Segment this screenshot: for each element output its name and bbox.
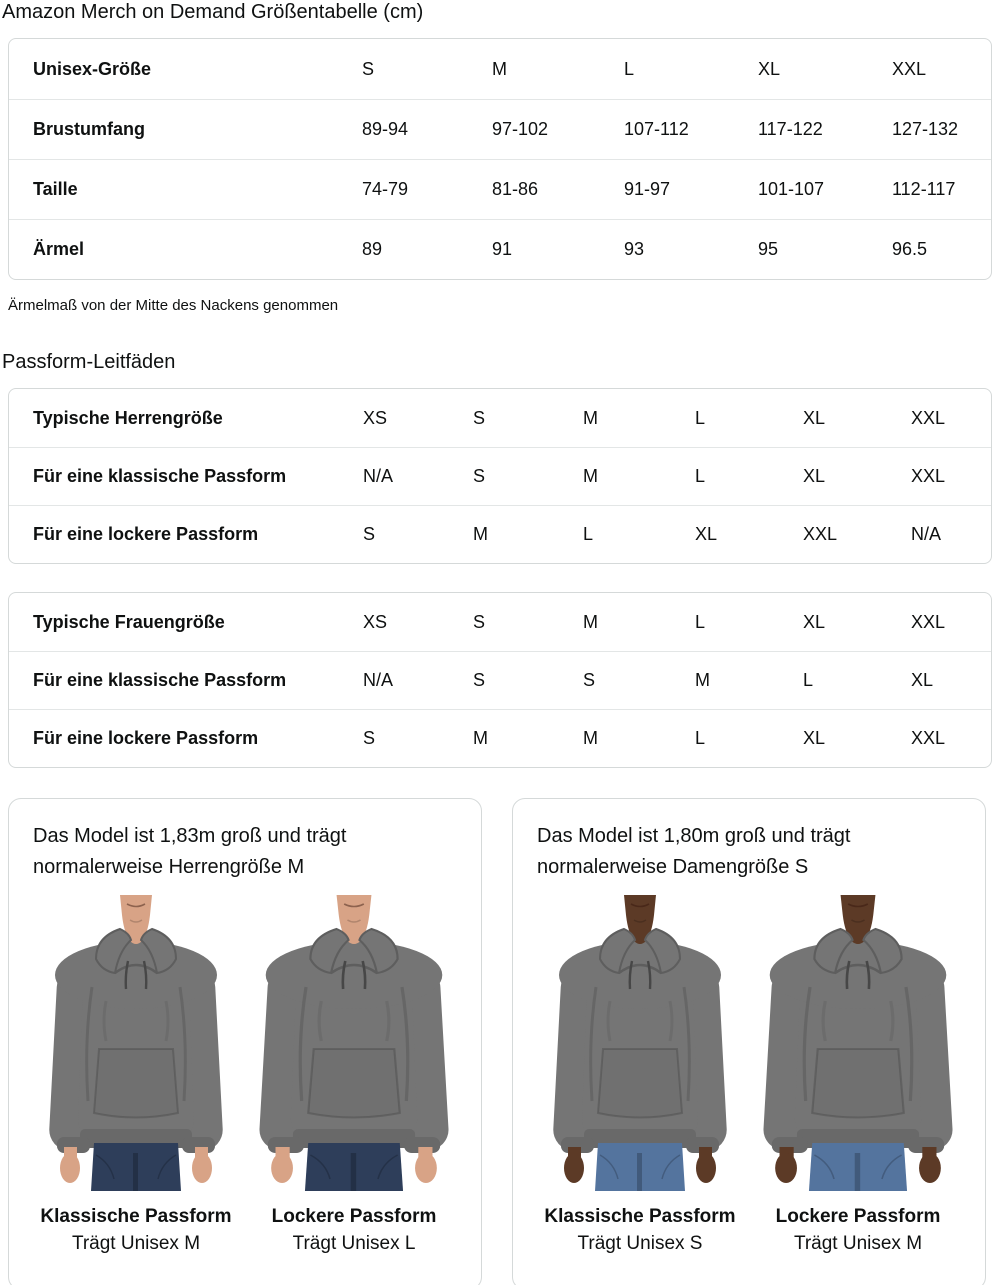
fit-size-label: Trägt Unisex M xyxy=(71,1233,201,1254)
size-cell: 89-94 xyxy=(362,119,409,139)
size-cell: 117-122 xyxy=(758,119,823,139)
fit-label: Lockere Passform xyxy=(271,1206,437,1227)
size-cell: 91 xyxy=(492,239,513,259)
size-cell: 96.5 xyxy=(892,239,928,259)
size-cell: XXL xyxy=(911,407,946,428)
size-cell: XL xyxy=(695,524,718,544)
model-cards-row xyxy=(8,798,992,1285)
row-label: Typische Frauengröße xyxy=(33,611,225,632)
fit-size-label: Trägt Unisex S xyxy=(577,1233,703,1254)
fit-label: Klassische Passform xyxy=(544,1206,736,1227)
size-cell: 107-112 xyxy=(624,119,689,139)
size-cell: M xyxy=(473,524,488,544)
size-cell: 127-132 xyxy=(892,119,959,139)
row-label: Für eine lockere Passform xyxy=(33,524,259,544)
row-label: Unisex-Größe xyxy=(33,58,152,79)
size-cell: S xyxy=(363,728,376,748)
size-cell: S xyxy=(473,670,486,690)
size-cell: XXL xyxy=(911,466,946,486)
model-photo-mens-loose xyxy=(254,891,454,1191)
size-cell: M xyxy=(583,466,598,486)
size-cell: 97-102 xyxy=(492,119,549,139)
size-cell: M xyxy=(583,407,598,428)
size-cell: S xyxy=(473,407,486,428)
table-row xyxy=(9,159,991,219)
fit-label: Lockere Passform xyxy=(775,1206,941,1227)
size-cell: M xyxy=(492,58,507,79)
model-photo-womens-classic xyxy=(540,891,740,1191)
size-cell: L xyxy=(803,670,814,690)
row-label: Taille xyxy=(33,179,78,199)
model-figure-mens-loose xyxy=(251,891,457,1259)
row-label: Für eine klassische Passform xyxy=(33,670,287,690)
size-cell: M xyxy=(583,611,598,632)
table-row xyxy=(9,505,991,563)
size-cell: S xyxy=(362,58,375,79)
size-cell: 91-97 xyxy=(624,179,671,199)
model-intro-text: Das Model ist 1,83m groß und trägt normalerweise Herrengröße M xyxy=(33,825,347,878)
figures-row xyxy=(33,891,457,1259)
size-cell: XXL xyxy=(892,58,927,79)
size-cell: 93 xyxy=(624,239,645,259)
size-cell: XL xyxy=(803,611,826,632)
size-cell: XL xyxy=(911,670,934,690)
size-cell: XL xyxy=(803,728,826,748)
womens-model-card xyxy=(512,798,986,1285)
row-label: Für eine klassische Passform xyxy=(33,466,287,486)
size-cell: S xyxy=(583,670,596,690)
size-cell: 112-117 xyxy=(892,179,956,199)
fit-guides-heading: Passform-Leitfäden xyxy=(2,351,176,373)
size-cell: M xyxy=(473,728,488,748)
table-row xyxy=(9,389,991,447)
fit-label: Klassische Passform xyxy=(40,1206,232,1227)
size-cell: XXL xyxy=(911,728,946,748)
table-row xyxy=(9,709,991,767)
row-label: Ärmel xyxy=(33,239,85,259)
row-label: Für eine lockere Passform xyxy=(33,728,259,748)
table-row xyxy=(9,39,991,99)
size-cell: S xyxy=(473,466,486,486)
row-label: Brustumfang xyxy=(33,119,145,139)
size-cell: 89 xyxy=(362,239,383,259)
model-photo-womens-loose xyxy=(758,891,958,1191)
mens-model-card xyxy=(8,798,482,1285)
size-cell: L xyxy=(695,611,706,632)
size-cell: XXL xyxy=(803,524,838,544)
size-cell: 95 xyxy=(758,239,779,259)
size-cell: M xyxy=(583,728,598,748)
model-figure-mens-classic xyxy=(33,891,239,1259)
size-cell: N/A xyxy=(911,524,942,544)
size-cell: XS xyxy=(363,611,388,632)
size-cell: XS xyxy=(363,407,388,428)
sleeve-measure-note: Ärmelmaß von der Mitte des Nackens genommen xyxy=(8,297,339,314)
row-label: Typische Herrengröße xyxy=(33,407,223,428)
size-cell: L xyxy=(624,58,635,79)
size-cell: XXL xyxy=(911,611,946,632)
table-row xyxy=(9,99,991,159)
size-cell: XL xyxy=(803,407,826,428)
size-cell: L xyxy=(583,524,594,544)
womens-fit-table xyxy=(8,592,992,768)
size-cell: M xyxy=(695,670,710,690)
unisex-size-table xyxy=(8,38,992,280)
size-cell: L xyxy=(695,407,706,428)
model-figure-womens-classic xyxy=(537,891,743,1259)
size-cell: XL xyxy=(803,466,826,486)
figures-row xyxy=(537,891,961,1259)
size-cell: XL xyxy=(758,58,781,79)
fit-size-label: Trägt Unisex M xyxy=(793,1233,923,1254)
size-cell: 74-79 xyxy=(362,179,409,199)
size-cell: 81-86 xyxy=(492,179,539,199)
size-cell: S xyxy=(473,611,486,632)
size-cell: 101-107 xyxy=(758,179,825,199)
model-intro-text: Das Model ist 1,80m groß und trägt normalerweise Damengröße S xyxy=(537,825,851,878)
page-title: Amazon Merch on Demand Größentabelle (cm) xyxy=(2,1,424,23)
table-row xyxy=(9,219,991,279)
size-cell: L xyxy=(695,728,706,748)
size-cell: N/A xyxy=(363,466,394,486)
size-cell: S xyxy=(363,524,376,544)
table-row xyxy=(9,651,991,709)
fit-size-label: Trägt Unisex L xyxy=(292,1233,416,1254)
table-row xyxy=(9,447,991,505)
model-figure-womens-loose xyxy=(755,891,961,1259)
size-cell: N/A xyxy=(363,670,394,690)
mens-fit-table xyxy=(8,388,992,564)
model-photo-mens-classic xyxy=(36,891,236,1191)
table-row xyxy=(9,593,991,651)
size-cell: L xyxy=(695,466,706,486)
